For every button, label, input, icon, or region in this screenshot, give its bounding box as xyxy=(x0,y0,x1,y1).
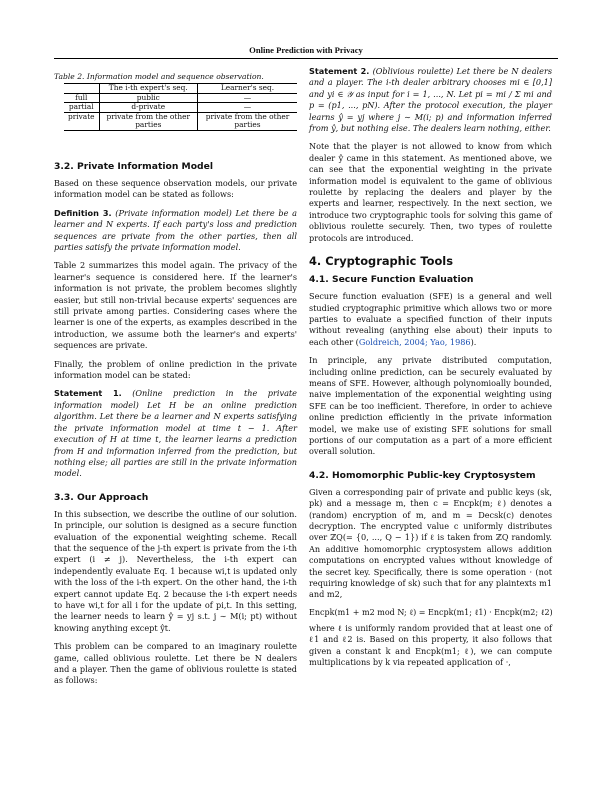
paragraph: where ℓ is uniformly random provided that at least one of ℓ1 and ℓ2 is. Based on this property, it also follows that given a constant k and Encpk(m1; ℓ), we can compute multiplications by k via repeated application of ·, xyxy=(309,622,552,668)
statement-text: (Oblivious roulette) Let there be N dealers and a player. The i-th dealer arbitrary chooses mi ∈ [0,1] and yi ∈ 𝒴 as input for i = 1, ..., N. Let pi = mi / Σ mi and p = (p1, ..., pN). After the protocol execution, the player learns ŷ = yj where j ∼ M(i; p) and information inferred from ŷ, but nothing else. The dealers learn nothing, either. xyxy=(309,66,552,134)
table-header-cell: The i-th expert's seq. xyxy=(99,84,197,94)
subsection-heading: 4.1. Secure Function Evaluation xyxy=(309,274,474,286)
table-cell: private from the other parties xyxy=(205,111,290,130)
table-header-cell xyxy=(64,84,99,94)
definition-block xyxy=(54,208,297,254)
statement-block xyxy=(309,66,552,134)
statement-label: Statement 2. xyxy=(309,66,370,76)
paragraph-text: Secure function evaluation (SFE) is a general and well studied cryptographic primitive which allows two or more parties to evaluate a specified function of their inputs without revealing (anything else about) their inputs to each other ( xyxy=(309,291,552,347)
running-head: Online Prediction with Privacy xyxy=(249,45,363,55)
definition-text: (Private information model) Let there be a learner and N experts. If each party's loss and prediction sequences are private from the other parties, then all parties satisfy the private information model. xyxy=(54,207,297,252)
table-cell: — xyxy=(243,92,252,102)
table-cell: private from the other parties xyxy=(99,112,197,130)
table-header-row xyxy=(64,84,297,94)
paragraph: Given a corresponding pair of private and public keys (sk, pk) and a message m, then c = Encpk(m; ℓ) denotes a (random) encryption of m, and m = Decsk(c) denotes decryption. The encrypted value c uniformly distributes over ℤQ(= {0, ..., Q − 1}) if ℓ is taken from ℤQ randomly. An additive homomorphic cryptosystem allows addition computations on encrypted values without knowledge of the secret key. Specifically, there is some operation · (not requiring knowledge of sk) such that for any plaintexts m1 and m2, xyxy=(309,486,552,600)
table-cell: public xyxy=(99,93,197,103)
header-rule xyxy=(54,58,558,59)
definition-label: Definition 3. xyxy=(54,207,112,218)
statement-label: Statement 1. xyxy=(54,388,122,399)
left-column xyxy=(54,66,297,694)
paragraph: In this subsection, we describe the outline of our solution. In principle, our solution is designed as a secure function evaluation of the exponential weighting scheme. Recall that the sequence of the j-th expert is private from the i-th expert (i ≠ j). Nevertheless, the i-th expert can independently evaluate Eq. 1 because wi,t is updated only with the loss of the i-th expert. On the other hand, the i-th expert cannot update Eq. 2 because the i-th expert needs to have wi,t for all i for the update of pi,t. In this setting, the learner needs to learn ŷ = yj s.t. j ∼ M(i; pt) without knowing anything except ŷt. xyxy=(54,508,297,633)
table-cell: — xyxy=(243,102,252,112)
table-cell: full xyxy=(64,93,99,103)
statement-text: (Online prediction in the private information model) Let H be an online prediction algorithm. Let there be a learner and N experts satisfying the private information model at time t − 1. After execution of H at time t, the learner learns a prediction from H and information inferred from the prediction, but nothing else; all parties are still in the private information model. xyxy=(54,388,297,479)
table-header-cell: Learner's seq. xyxy=(220,83,275,92)
section-heading: 3.2. Private Information Model xyxy=(54,160,213,172)
equation: Encpk(m1 + m2 mod N; ℓ) = Encpk(m1; ℓ1) · Encpk(m2; ℓ2) xyxy=(309,607,553,617)
paragraph xyxy=(309,291,552,348)
information-model-table xyxy=(64,83,297,131)
table-row xyxy=(64,103,297,113)
table-cell: d-private xyxy=(99,103,197,113)
paragraph: Finally, the problem of online prediction in the private information model can be stated: xyxy=(54,358,297,381)
section-heading: 4. Cryptographic Tools xyxy=(309,254,453,269)
paragraph: Table 2 summarizes this model again. The privacy of the learner's sequence is considered here. If the learner's information is not private, the problem becomes slightly easier, but still non-trivial because experts' sequences are still private among parties. Considering cases where the learner is one of the experts, as examples described in the introduction, we assume both the learner's and experts' sequences are private. xyxy=(54,260,297,351)
table-row xyxy=(64,112,297,130)
table-row xyxy=(64,93,297,103)
right-column xyxy=(309,66,552,675)
table-cell: partial xyxy=(64,103,99,113)
section-heading: 3.3. Our Approach xyxy=(54,491,149,503)
table-cell: private xyxy=(64,112,99,130)
subsection-heading: 4.2. Homomorphic Public-key Cryptosystem xyxy=(309,469,536,481)
citation-link[interactable]: Goldreich, 2004; Yao, 1986 xyxy=(358,336,471,347)
paragraph: In principle, any private distributed computation, including online prediction, can be securely evaluated by means of SFE. However, although polynomioally bounded, naive implementation of the exponential weighting using SFE can be too inefficient. Therefore, in order to achieve online prediction efficiently in the private information model, we make use of existing SFE solutions for small portions of our computation as a part of a more efficient overall solution. xyxy=(309,355,552,457)
table-caption: Table 2. Information model and sequence observation. xyxy=(54,72,264,81)
paragraph-text: ). xyxy=(470,336,477,347)
paragraph: Note that the player is not allowed to know from which dealer ŷ came in this statement. As mentioned above, we can see that the exponential weighting in the private information model is equivalent to the game of oblivious roulette by replacing the dealers and player by the experts and learner, respectively. In the next section, we introduce two cryptographic tools for solving this game of oblivious roulette securely. Then, two types of roulette protocols are introduced. xyxy=(309,141,552,243)
paragraph: This problem can be compared to an imaginary roulette game, called oblivious roulette. Let there be N dealers and a player. Then the game of oblivious roulette is stated as follows: xyxy=(54,641,297,686)
paragraph: Based on these sequence observation models, our private information model can be stated as follows: xyxy=(54,177,297,200)
statement-block xyxy=(54,388,297,479)
